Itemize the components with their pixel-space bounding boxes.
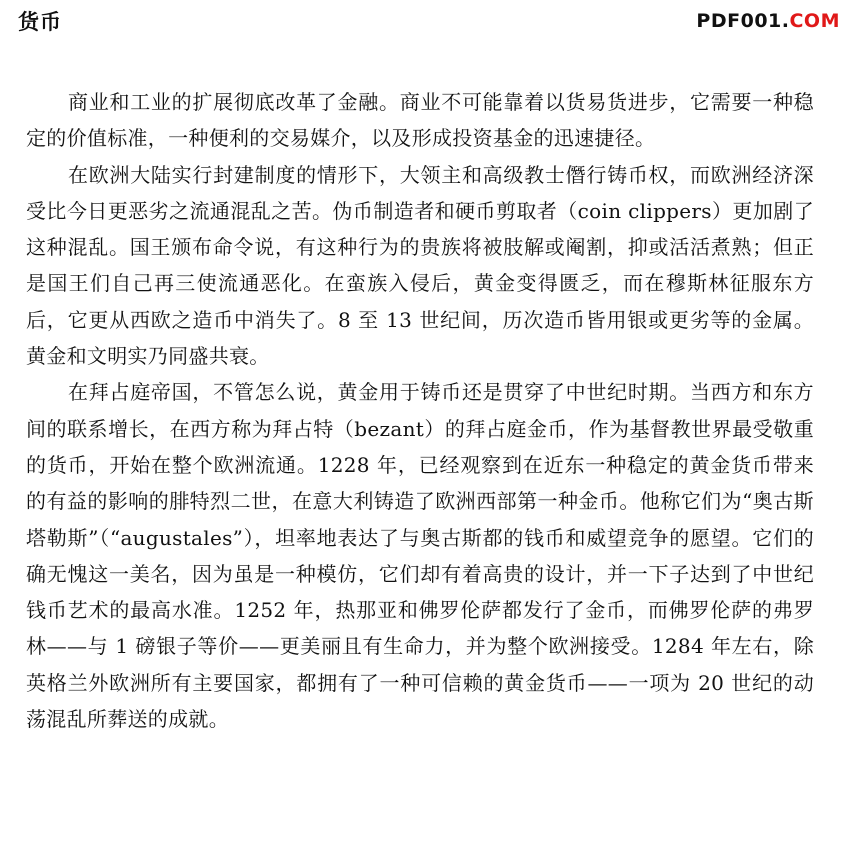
- paragraph-finance-intro: 商业和工业的扩展彻底改革了金融。商业不可能靠着以货易货进步，它需要一种稳定的价值标准，一种便利的交易媒介，以及形成投资基金的迅速捷径。: [26, 90, 814, 151]
- watermark-text: PDF001.: [696, 10, 790, 32]
- paragraph-byzantine-gold: 在拜占庭帝国，不管怎么说，黄金用于铸币还是贯穿了中世纪时期。当西方和东方间的联系增长，在西方称为拜占特（bezant）的拜占庭金币，作为基督教世界最受敬重的货币，开始在整个欧洲流通。1228 年，已经观察到在近东一种稳定的黄金货币带来的有益的影响的腓特烈二世，在意大利铸造了欧洲西部第一种金币。他称它们为“奥古斯塔勒斯”（“augustales”），坦率地表达了与奥古斯都的钱币和威望竞争的愿望。它们的确无愧这一美名，因为虽是一种模仿，它们却有着高贵的设计，并一下子达到了中世纪钱币艺术的最高水准。1252 年，热那亚和佛罗伦萨都发行了金币，而佛罗伦萨的弗罗林——与 1 磅银子等价——更美丽且有生命力，并为整个欧洲接受。1284 年左右，除英格兰外欧洲所有主要国家，都拥有了一种可信赖的黄金货币——一项为 20 世纪的动荡混乱所葬送的成就。: [26, 380, 814, 732]
- watermark-logo: [696, 10, 840, 32]
- paragraph-feudal-coinage: 在欧洲大陆实行封建制度的情形下，大领主和高级教士僭行铸币权，而欧洲经济深受比今日更恶劣之流通混乱之苦。伪币制造者和硬币剪取者（coin clippers）更加剧了这种混乱。国王颁布命令说，有这种行为的贵族将被肢解或阉割，抑或活活煮熟；但正是国王们自己再三使流通恶化。在蛮族入侵后，黄金变得匮乏，而在穆斯林征服东方后，它更从西欧之造币中消失了。8 至 13 世纪间，历次造币皆用银或更劣等的金属。黄金和文明实乃同盛共衰。: [26, 162, 814, 369]
- article-body: [26, 84, 814, 737]
- section-title: 货币: [18, 9, 62, 34]
- page-header: [0, 0, 850, 40]
- watermark-accent-text: COM: [789, 10, 840, 32]
